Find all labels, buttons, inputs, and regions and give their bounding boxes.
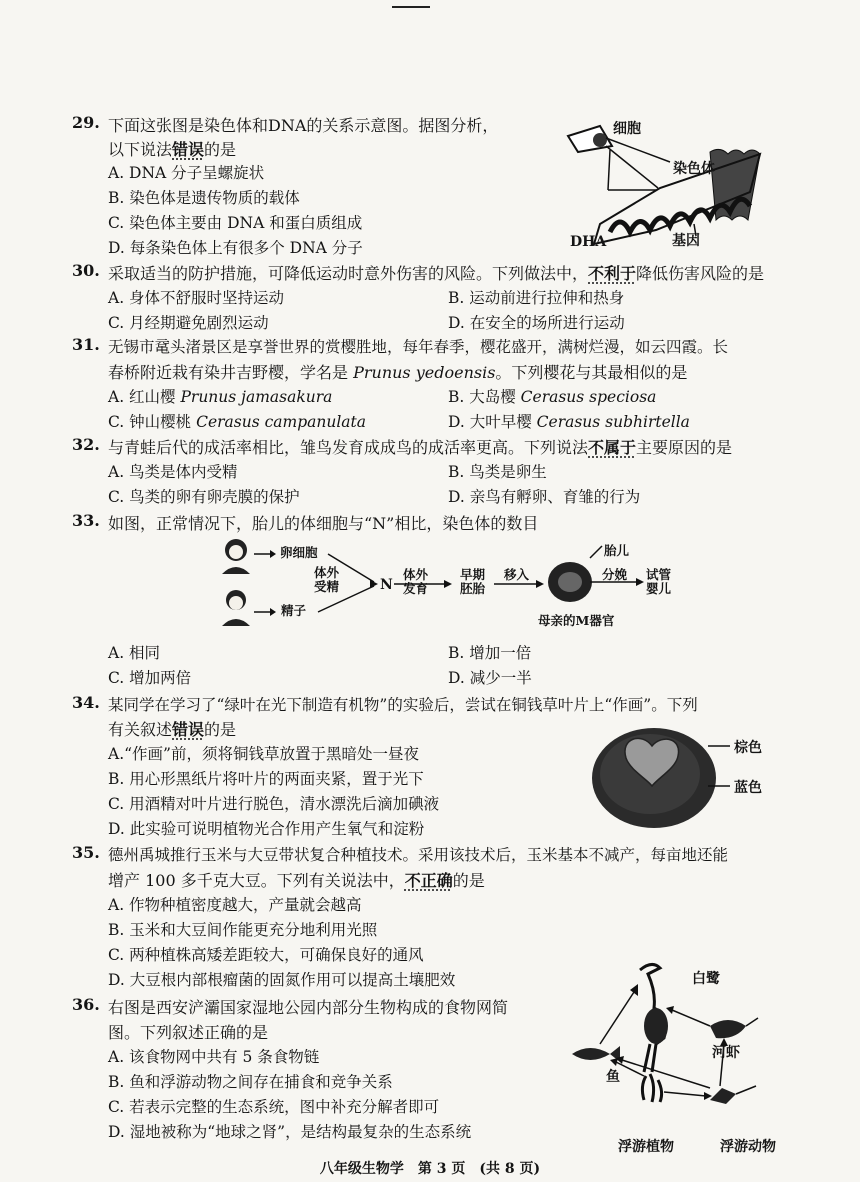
question-stem: 无锡市鼋头渚景区是享誉世界的赏樱胜地，每年春季，樱花盛开，满树烂漫，如云四霞。长 (108, 338, 729, 356)
label-birth: 分娩 (602, 567, 628, 582)
option-b: B. 鸟类是卵生 (448, 463, 547, 481)
food-web-diagram (560, 952, 800, 1132)
label-n: N (380, 577, 393, 593)
question-stem: 如图，正常情况下，胎儿的体细胞与“N”相比，染色体的数目 (108, 514, 539, 533)
question-number: 34. (72, 693, 100, 712)
label-fert: 体外 受精 (314, 565, 340, 594)
option-a: A. 相同 (108, 644, 161, 662)
option-c: C. 若表示完整的生态系统，图中补充分解者即可 (108, 1098, 440, 1116)
option-d: D. 减少一半 (448, 669, 532, 687)
question-stem-line2: 有关叙述错误的是 (108, 720, 237, 739)
label-fish: 鱼 (606, 1069, 620, 1085)
label-zooplankton: 浮游动物 (720, 1139, 776, 1155)
option-a: A. 红山樱 Prunus jamasakura (108, 388, 333, 406)
chromosome-diagram (560, 112, 780, 252)
label-gene: 基因 (672, 233, 700, 249)
option-d: D. 大豆根内部根瘤菌的固氮作用可以提高土壤肥效 (108, 971, 456, 989)
label-egret: 白鹭 (692, 971, 720, 987)
latin-name: Prunus yedoensis (353, 363, 496, 382)
emphasis-word: 错误 (172, 720, 205, 739)
option-b: B. 运动前进行拉伸和热身 (448, 289, 625, 307)
option-c: C. 鸟类的卵有卵壳膜的保护 (108, 488, 300, 506)
option-d: D. 亲鸟有孵卵、育雏的行为 (448, 488, 641, 506)
question-stem-line2: 春桥附近栽有染井吉野樱，学名是 Prunus yedoensis。下列樱花与其最相似的是 (108, 363, 688, 382)
label-phytoplankton: 浮游植物 (618, 1139, 674, 1155)
label-move-in: 移入 (504, 567, 530, 582)
option-b: B. 用心形黑纸片将叶片的两面夹紧，置于光下 (108, 770, 424, 788)
option-d: D. 每条染色体上有很多个 DNA 分子 (108, 239, 363, 257)
question-stem: 与青蛙后代的成活率相比，雏鸟发育成成鸟的成活率更高。下列说法不属于主要原因的是 (108, 438, 733, 457)
top-mark (392, 6, 430, 8)
question-stem-line2: 以下说法错误的是 (108, 140, 237, 159)
option-c: C. 染色体主要由 DNA 和蛋白质组成 (108, 214, 363, 232)
question-number: 29. (72, 113, 100, 132)
question-stem: 采取适当的防护措施，可降低运动时意外伤害的风险。下列做法中，不利于降低伤害风险的是 (108, 264, 765, 283)
emphasis-word: 不正确 (404, 871, 453, 890)
page-footer: 八年级生物学 第 3 页 (共 8 页) (319, 1161, 541, 1177)
question-number: 35. (72, 843, 100, 862)
label-dna: DHA (570, 234, 607, 250)
option-a: A. 身体不舒服时坚持运动 (108, 289, 285, 307)
option-b: B. 鱼和浮游动物之间存在捕食和竞争关系 (108, 1073, 393, 1091)
label-brown: 棕色 (734, 740, 762, 756)
option-a: A. 鸟类是体内受精 (108, 463, 238, 481)
label-fetus: 胎儿 (604, 543, 630, 558)
question-stem: 右图是西安浐灞国家湿地公园内部分生物构成的食物网简 (108, 998, 509, 1017)
label-organ-m: 母亲的M器官 (538, 613, 615, 628)
question-number: 33. (72, 511, 100, 530)
label-cell: 细胞 (613, 121, 641, 137)
option-c: C. 钟山樱桃 Cerasus campanulata (108, 413, 367, 431)
option-d: D. 此实验可说明植物光合作用产生氧气和淀粉 (108, 820, 425, 838)
emphasis-word: 不属于 (588, 438, 637, 457)
leaf-image (590, 722, 730, 832)
option-d: D. 在安全的场所进行运动 (448, 314, 625, 332)
option-b: B. 大岛樱 Cerasus speciosa (448, 388, 657, 406)
question-number: 32. (72, 435, 100, 454)
question-stem-line2: 图。下列叙述正确的是 (108, 1023, 269, 1042)
option-d: D. 大叶早樱 Cerasus subhirtella (448, 413, 690, 431)
emphasis-word: 不利于 (588, 264, 637, 283)
label-egg: 卵细胞 (280, 545, 318, 560)
label-early-embryo: 早期 胚胎 (460, 567, 486, 596)
question-stem: 下面这张图是染色体和DNA的关系示意图。据图分析， (108, 116, 499, 135)
option-b: B. 玉米和大豆间作能更充分地利用光照 (108, 921, 378, 939)
option-c: C. 增加两倍 (108, 669, 192, 687)
question-number: 30. (72, 261, 100, 280)
label-shrimp: 河虾 (712, 1045, 740, 1061)
option-b: B. 染色体是遗传物质的载体 (108, 189, 300, 207)
option-d: D. 湿地被称为“地球之肾”，是结构最复杂的生态系统 (108, 1123, 472, 1141)
label-chromosome: 染色体 (673, 161, 715, 177)
option-c: C. 用酒精对叶片进行脱色，清水漂洗后滴加碘液 (108, 795, 440, 813)
option-c: C. 月经期避免剧烈运动 (108, 314, 269, 332)
option-a: A.“作画”前，须将铜钱草放置于黑暗处一昼夜 (108, 745, 419, 763)
label-dev: 体外 发育 (403, 567, 429, 596)
option-a: A. DNA 分子呈螺旋状 (108, 164, 265, 182)
option-a: A. 作物种植密度越大，产量就会越高 (108, 896, 362, 914)
emphasis-word: 错误 (172, 140, 205, 159)
question-stem: 德州禹城推行玉米与大豆带状复合种植技术。采用该技术后，玉米基本不减产，每亩地还能 (108, 846, 729, 864)
label-test-tube-baby: 试管 婴儿 (646, 567, 672, 596)
question-number: 36. (72, 995, 100, 1014)
label-blue: 蓝色 (734, 780, 762, 796)
option-a: A. 该食物网中共有 5 条食物链 (108, 1048, 320, 1066)
question-stem: 某同学在学习了“绿叶在光下制造有机物”的实验后，尝试在铜钱草叶片上“作画”。下列 (108, 696, 698, 714)
question-number: 31. (72, 335, 100, 354)
label-sperm: 精子 (281, 603, 307, 618)
option-b: B. 增加一倍 (448, 644, 532, 662)
option-c: C. 两种植株高矮差距较大，可确保良好的通风 (108, 946, 424, 964)
question-stem-line2: 增产 100 多千克大豆。下列有关说法中，不正确的是 (108, 871, 485, 890)
